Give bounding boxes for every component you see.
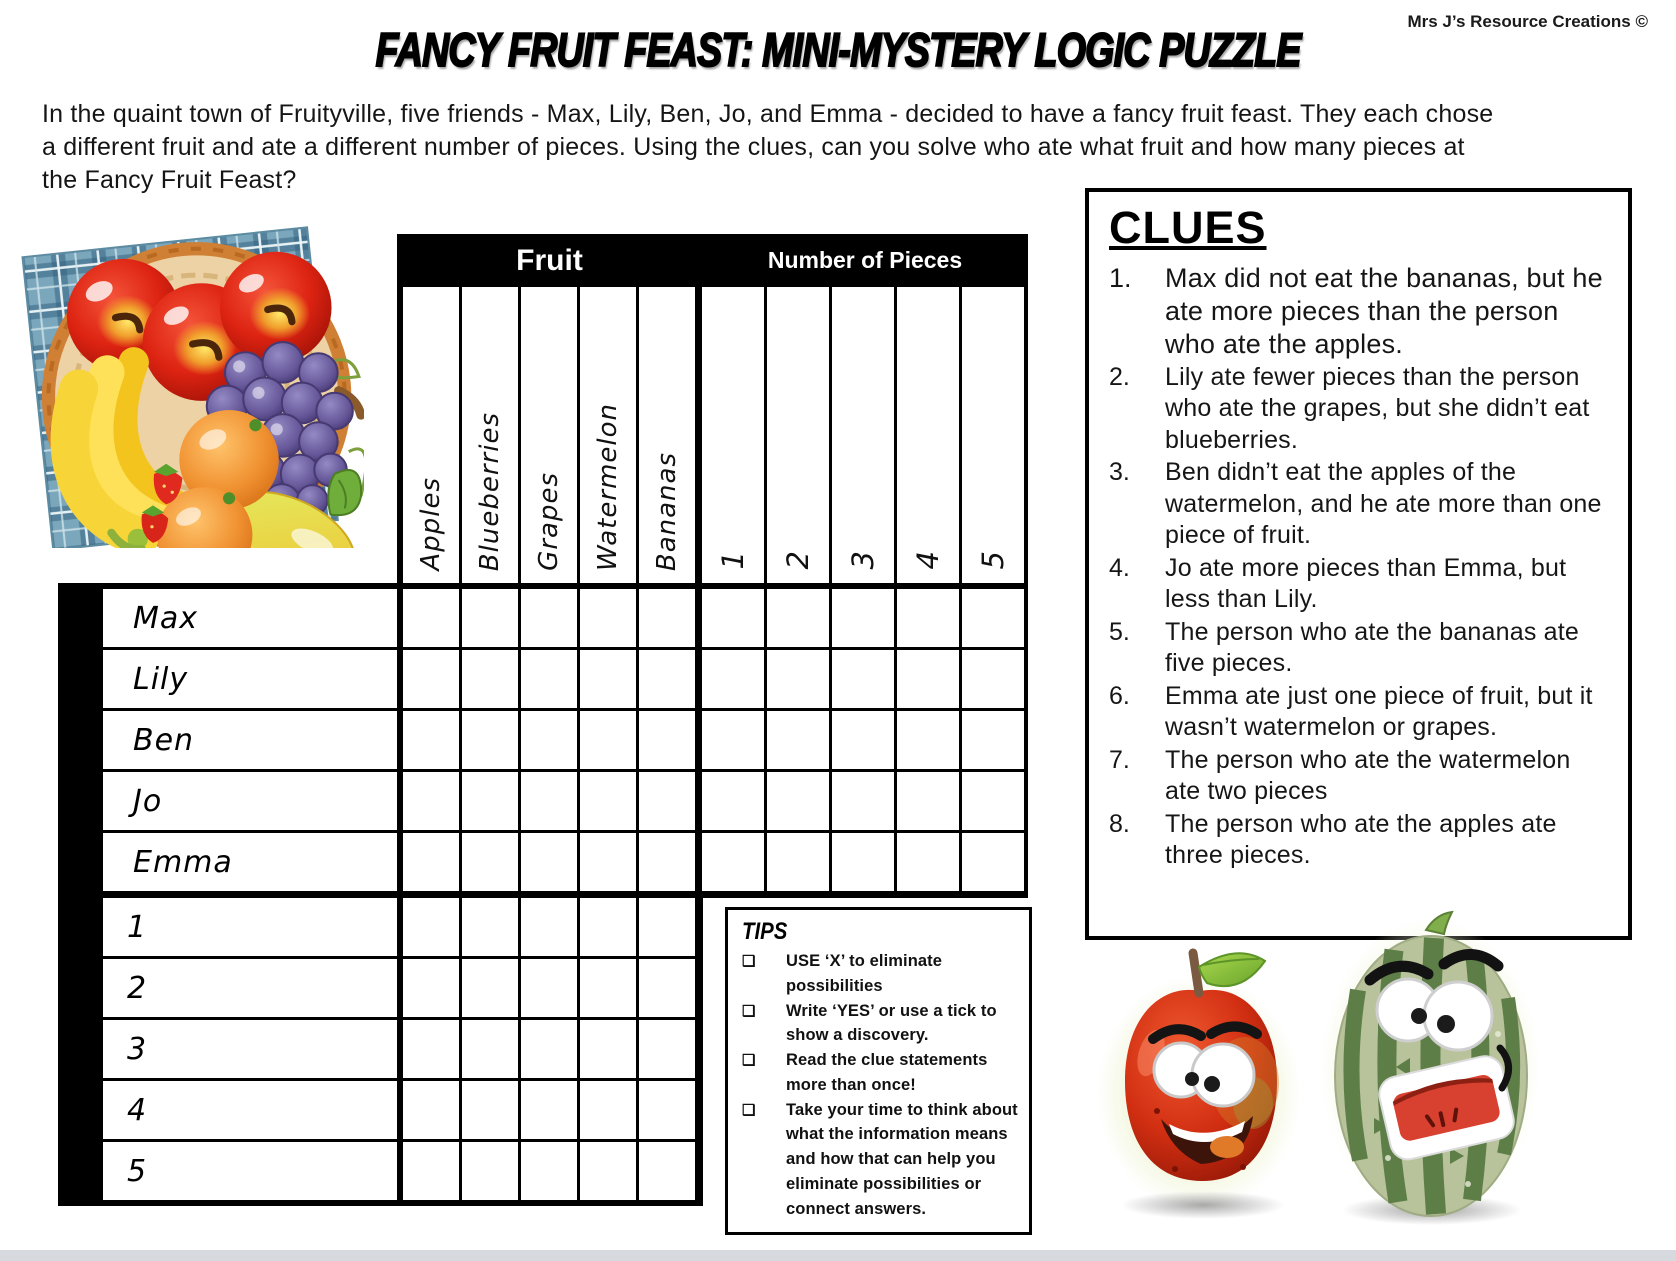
row-label-pieces: 1 (103, 898, 397, 956)
grid-cell[interactable] (897, 833, 959, 891)
grid-cell[interactable] (403, 589, 459, 647)
grid-cell[interactable] (521, 959, 577, 1017)
grid-cell[interactable] (403, 711, 459, 769)
grid-row-lily (103, 650, 1028, 708)
column-label-text: Apples (416, 477, 446, 571)
clue-item (1109, 362, 1612, 457)
grid-cell[interactable] (832, 772, 894, 830)
clue-text: The person who ate the watermelon ate two pieces (1165, 745, 1571, 806)
checkbox-icon: ❑ (742, 1002, 756, 1020)
tip-item (742, 949, 1021, 999)
grid-cell[interactable] (702, 833, 764, 891)
column-label-bananas (639, 287, 695, 583)
column-label-grapes (521, 287, 577, 583)
grid-cell[interactable] (462, 959, 518, 1017)
column-label-text: Watermelon (593, 402, 623, 571)
grid-cell[interactable] (403, 772, 459, 830)
grid-cell[interactable] (639, 1142, 695, 1200)
tip-item (742, 1098, 1021, 1222)
grid-cell[interactable] (962, 833, 1024, 891)
column-label-blueberries (462, 287, 518, 583)
page-title-text: FANCY FRUIT FEAST: MINI-MYSTERY LOGIC PUZZLE (375, 23, 1301, 76)
grid-row-ben (103, 711, 1028, 769)
grid-cell[interactable] (639, 898, 695, 956)
grid-cell[interactable] (639, 833, 695, 891)
grid-cell[interactable] (403, 650, 459, 708)
grid-cell[interactable] (521, 650, 577, 708)
row-label-pieces: 2 (103, 959, 397, 1017)
column-label-pieces-3 (832, 287, 894, 583)
tip-text: Take your time to think about what the information means and how that can help you eliminate possibilities or connect answers. (786, 1100, 1018, 1218)
clues-list (1109, 262, 1612, 872)
grid-header (397, 234, 1028, 287)
tips-title: TIPS (742, 918, 788, 945)
checkbox-icon: ❑ (742, 1101, 756, 1119)
grid-cell[interactable] (832, 589, 894, 647)
row-label-name: Lily (103, 650, 397, 708)
apple-character-illustration (1095, 933, 1307, 1230)
watermelon-character-illustration (1318, 898, 1546, 1240)
clue-number: 5. (1109, 617, 1130, 646)
grid-cell[interactable] (462, 1081, 518, 1139)
grid-row-pieces-4 (103, 1081, 703, 1139)
column-label-pieces-1 (702, 287, 764, 583)
column-label-watermelon (580, 287, 636, 583)
clue-item (1109, 457, 1612, 552)
grid-cell[interactable] (403, 1142, 459, 1200)
grid-cell[interactable] (832, 833, 894, 891)
clue-item (1109, 553, 1612, 616)
clue-number: 3. (1109, 458, 1130, 487)
grid-cell[interactable] (462, 1142, 518, 1200)
clue-item (1109, 617, 1612, 680)
grid-cell[interactable] (962, 650, 1024, 708)
column-label-pieces-4 (897, 287, 959, 583)
row-label-pieces: 3 (103, 1020, 397, 1078)
grid-cell[interactable] (580, 711, 636, 769)
grid-cell[interactable] (639, 1081, 695, 1139)
grid-cell[interactable] (639, 1020, 695, 1078)
grid-cell[interactable] (962, 589, 1024, 647)
grid-cell[interactable] (462, 1020, 518, 1078)
grid-cell[interactable] (580, 1142, 636, 1200)
grid-cell[interactable] (462, 589, 518, 647)
grid-cell[interactable] (403, 833, 459, 891)
page-bottom-strip (0, 1250, 1676, 1261)
grid-cell[interactable] (639, 589, 695, 647)
grid-row-pieces-2 (103, 959, 703, 1017)
column-label-text: Grapes (534, 472, 564, 571)
grid-column-labels (397, 287, 1028, 583)
column-label-text: 5 (976, 549, 1010, 569)
row-label-pieces: 4 (103, 1081, 397, 1139)
row-label-name: Ben (103, 711, 397, 769)
column-label-text: 3 (846, 549, 880, 569)
tip-text: Read the clue statements more than once! (786, 1051, 988, 1094)
copyright-text: Mrs J’s Resource Creations © (1407, 12, 1648, 31)
grid-cell[interactable] (962, 772, 1024, 830)
clue-text: Ben didn’t eat the apples of the watermelon, and he ate more than one piece of fruit. (1165, 458, 1602, 550)
clue-item (1109, 262, 1612, 361)
grid-row-max (103, 589, 1028, 647)
column-label-text: 4 (911, 549, 945, 569)
tips-list (742, 949, 1021, 1221)
intro-text: In the quaint town of Fruityville, five friends - Max, Lily, Ben, Jo, and Emma - decided to have a fancy fruit feast. They each chose a different fruit and ate a different number of pieces. Using the clues, can you solve who ate what fruit and how many pieces at the Fancy Fruit Feast? (42, 100, 1494, 194)
column-label-pieces-2 (767, 287, 829, 583)
grid-cell[interactable] (580, 1081, 636, 1139)
column-label-text: 1 (716, 549, 750, 569)
grid-cell[interactable] (639, 650, 695, 708)
grid-cell[interactable] (639, 772, 695, 830)
grid-cell[interactable] (521, 898, 577, 956)
row-label-name: Emma (103, 833, 397, 891)
clue-item (1109, 745, 1612, 808)
grid-cell[interactable] (403, 898, 459, 956)
grid-cell[interactable] (521, 711, 577, 769)
clue-number: 4. (1109, 553, 1130, 582)
tip-text: Write ‘YES’ or use a tick to show a discovery. (786, 1001, 997, 1045)
clue-text: Emma ate just one piece of fruit, but it wasn’t watermelon or grapes. (1165, 681, 1593, 742)
tips-box (725, 907, 1032, 1235)
grid-cell[interactable] (580, 1020, 636, 1078)
clue-number: 7. (1109, 745, 1130, 774)
checkbox-icon: ❑ (742, 1052, 756, 1069)
grid-cell[interactable] (521, 1142, 577, 1200)
clues-title: CLUES (1109, 202, 1267, 253)
grid-cell[interactable] (403, 1020, 459, 1078)
column-label-text: 2 (781, 549, 815, 569)
grid-cell[interactable] (580, 959, 636, 1017)
grid-cell[interactable] (702, 711, 764, 769)
column-label-text: Blueberries (475, 411, 505, 571)
tip-text: USE ‘X’ to eliminate possibilities (786, 952, 943, 995)
checkbox-icon: ❑ (742, 953, 756, 970)
clue-text: The person who ate the bananas ate five pieces. (1165, 617, 1580, 678)
grid-cell[interactable] (767, 711, 829, 769)
column-label-apples (403, 287, 459, 583)
grid-cell[interactable] (462, 711, 518, 769)
grid-row-jo (103, 772, 1028, 830)
grid-cell[interactable] (403, 1081, 459, 1139)
grid-row-emma (103, 833, 1028, 891)
grid-row-pieces-1 (103, 898, 703, 956)
grid-cell[interactable] (521, 772, 577, 830)
grid-cell[interactable] (521, 589, 577, 647)
grid-cell[interactable] (462, 833, 518, 891)
grid-cell[interactable] (580, 833, 636, 891)
column-label-pieces-5 (962, 287, 1024, 583)
clue-number: 1. (1109, 263, 1132, 293)
grid-header-fruit: Fruit (516, 243, 583, 277)
clue-number: 6. (1109, 681, 1130, 710)
grid-cell[interactable] (403, 959, 459, 1017)
clue-text: Max did not eat the bananas, but he ate more pieces than the person who ate the apples. (1165, 263, 1603, 359)
column-label-text: Bananas (652, 451, 682, 571)
grid-cell[interactable] (462, 898, 518, 956)
row-label-pieces: 5 (103, 1142, 397, 1200)
tip-item (742, 1048, 1021, 1098)
grid-cell[interactable] (580, 650, 636, 708)
grid-cell[interactable] (580, 589, 636, 647)
grid-cell[interactable] (702, 772, 764, 830)
grid-cell[interactable] (897, 711, 959, 769)
grid-cell[interactable] (767, 650, 829, 708)
grid-pieces-rows (58, 898, 703, 1206)
grid-cell[interactable] (897, 650, 959, 708)
row-label-name: Max (103, 589, 397, 647)
grid-cell[interactable] (639, 711, 695, 769)
grid-name-rows (58, 583, 1028, 898)
tip-item (742, 999, 1021, 1049)
grid-cell[interactable] (832, 650, 894, 708)
grid-row-pieces-3 (103, 1020, 703, 1078)
grid-cell[interactable] (702, 589, 764, 647)
grid-cell[interactable] (702, 650, 764, 708)
grid-cell[interactable] (897, 589, 959, 647)
clue-text: The person who ate the apples ate three pieces. (1165, 809, 1557, 870)
grid-cell[interactable] (521, 1081, 577, 1139)
grid-cell[interactable] (580, 898, 636, 956)
grid-cell[interactable] (767, 833, 829, 891)
grid-cell[interactable] (767, 589, 829, 647)
grid-cell[interactable] (832, 711, 894, 769)
clue-item (1109, 681, 1612, 744)
clue-text: Jo ate more pieces than Emma, but less than Lily. (1165, 553, 1567, 614)
grid-cell[interactable] (962, 711, 1024, 769)
grid-cell[interactable] (767, 772, 829, 830)
grid-cell[interactable] (639, 959, 695, 1017)
grid-cell[interactable] (462, 650, 518, 708)
clue-text: Lily ate fewer pieces than the person who ate the grapes, but she didn’t eat blueberries. (1165, 362, 1590, 454)
clue-item (1109, 809, 1612, 872)
row-label-name: Jo (103, 772, 397, 830)
grid-cell[interactable] (897, 772, 959, 830)
grid-header-pieces: Number of Pieces (767, 247, 963, 273)
grid-cell[interactable] (521, 833, 577, 891)
clue-number: 2. (1109, 362, 1130, 391)
clues-box (1085, 188, 1632, 940)
grid-row-pieces-5 (103, 1142, 703, 1200)
grid-cell[interactable] (580, 772, 636, 830)
page-title (0, 22, 1676, 77)
grid-cell[interactable] (462, 772, 518, 830)
clue-number: 8. (1109, 809, 1130, 838)
grid-cell[interactable] (521, 1020, 577, 1078)
